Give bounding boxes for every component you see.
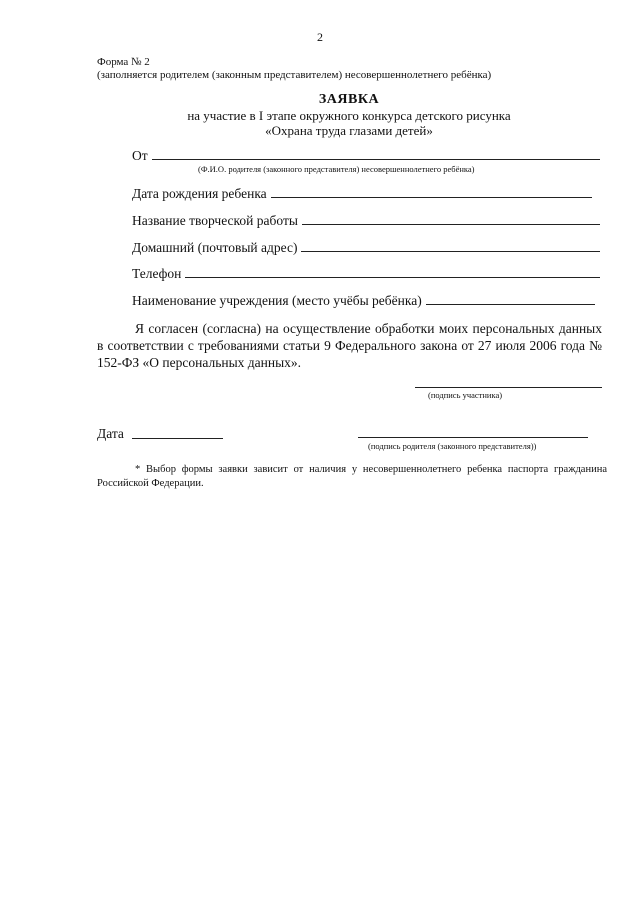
home-address-field[interactable]	[132, 240, 600, 256]
parent-signature-caption: (подпись родителя (законного представителя))	[368, 441, 537, 451]
phone-line[interactable]	[185, 266, 600, 278]
participant-signature-caption: (подпись участника)	[428, 390, 503, 400]
institution-label: Наименование учреждения (место учёбы ребёнка)	[132, 293, 422, 308]
from-line[interactable]	[152, 148, 600, 160]
footnote: * Выбор формы заявки зависит от наличия у несовершеннолетнего ребенка паспорта гражданина Российской Федерации.	[97, 464, 607, 489]
work-title-label: Название творческой работы	[132, 213, 298, 228]
phone-field[interactable]	[132, 266, 600, 282]
participant-signature-line[interactable]	[415, 387, 602, 388]
form-number: Форма № 2	[97, 56, 150, 68]
document-subtitle-line2: «Охрана труда глазами детей»	[265, 123, 433, 138]
work-title-field[interactable]	[132, 213, 600, 229]
parent-signature-line[interactable]	[358, 437, 588, 438]
home-address-label: Домашний (почтовый адрес)	[132, 240, 298, 255]
from-field[interactable]	[132, 148, 600, 164]
document-subtitle-line1: на участие в I этапе окружного конкурса детского рисунка	[187, 108, 511, 123]
consent-paragraph: Я согласен (согласна) на осуществление обработки моих персональных данных в соответствии с требованиями статьи 9 Федерального закона от 27 июля 2006 года № 152-ФЗ «О персональных данных».	[97, 321, 602, 370]
form-note: (заполняется родителем (законным представителем) несовершеннолетнего ребёнка)	[97, 69, 492, 81]
date-label: Дата	[97, 426, 124, 441]
institution-line[interactable]	[426, 293, 595, 305]
from-caption: (Ф.И.О. родителя (законного представителя) несовершеннолетнего ребёнка)	[198, 164, 475, 174]
phone-label: Телефон	[132, 266, 182, 281]
birth-date-field[interactable]	[132, 186, 592, 202]
from-label: От	[132, 148, 148, 163]
date-line[interactable]	[132, 438, 223, 439]
document-title: ЗАЯВКА	[318, 92, 380, 107]
page-number: 2	[317, 30, 323, 44]
birth-date-label: Дата рождения ребенка	[132, 186, 267, 201]
birth-date-line[interactable]	[271, 186, 592, 198]
home-address-line[interactable]	[301, 240, 600, 252]
institution-field[interactable]	[132, 293, 595, 309]
work-title-line[interactable]	[302, 213, 600, 225]
